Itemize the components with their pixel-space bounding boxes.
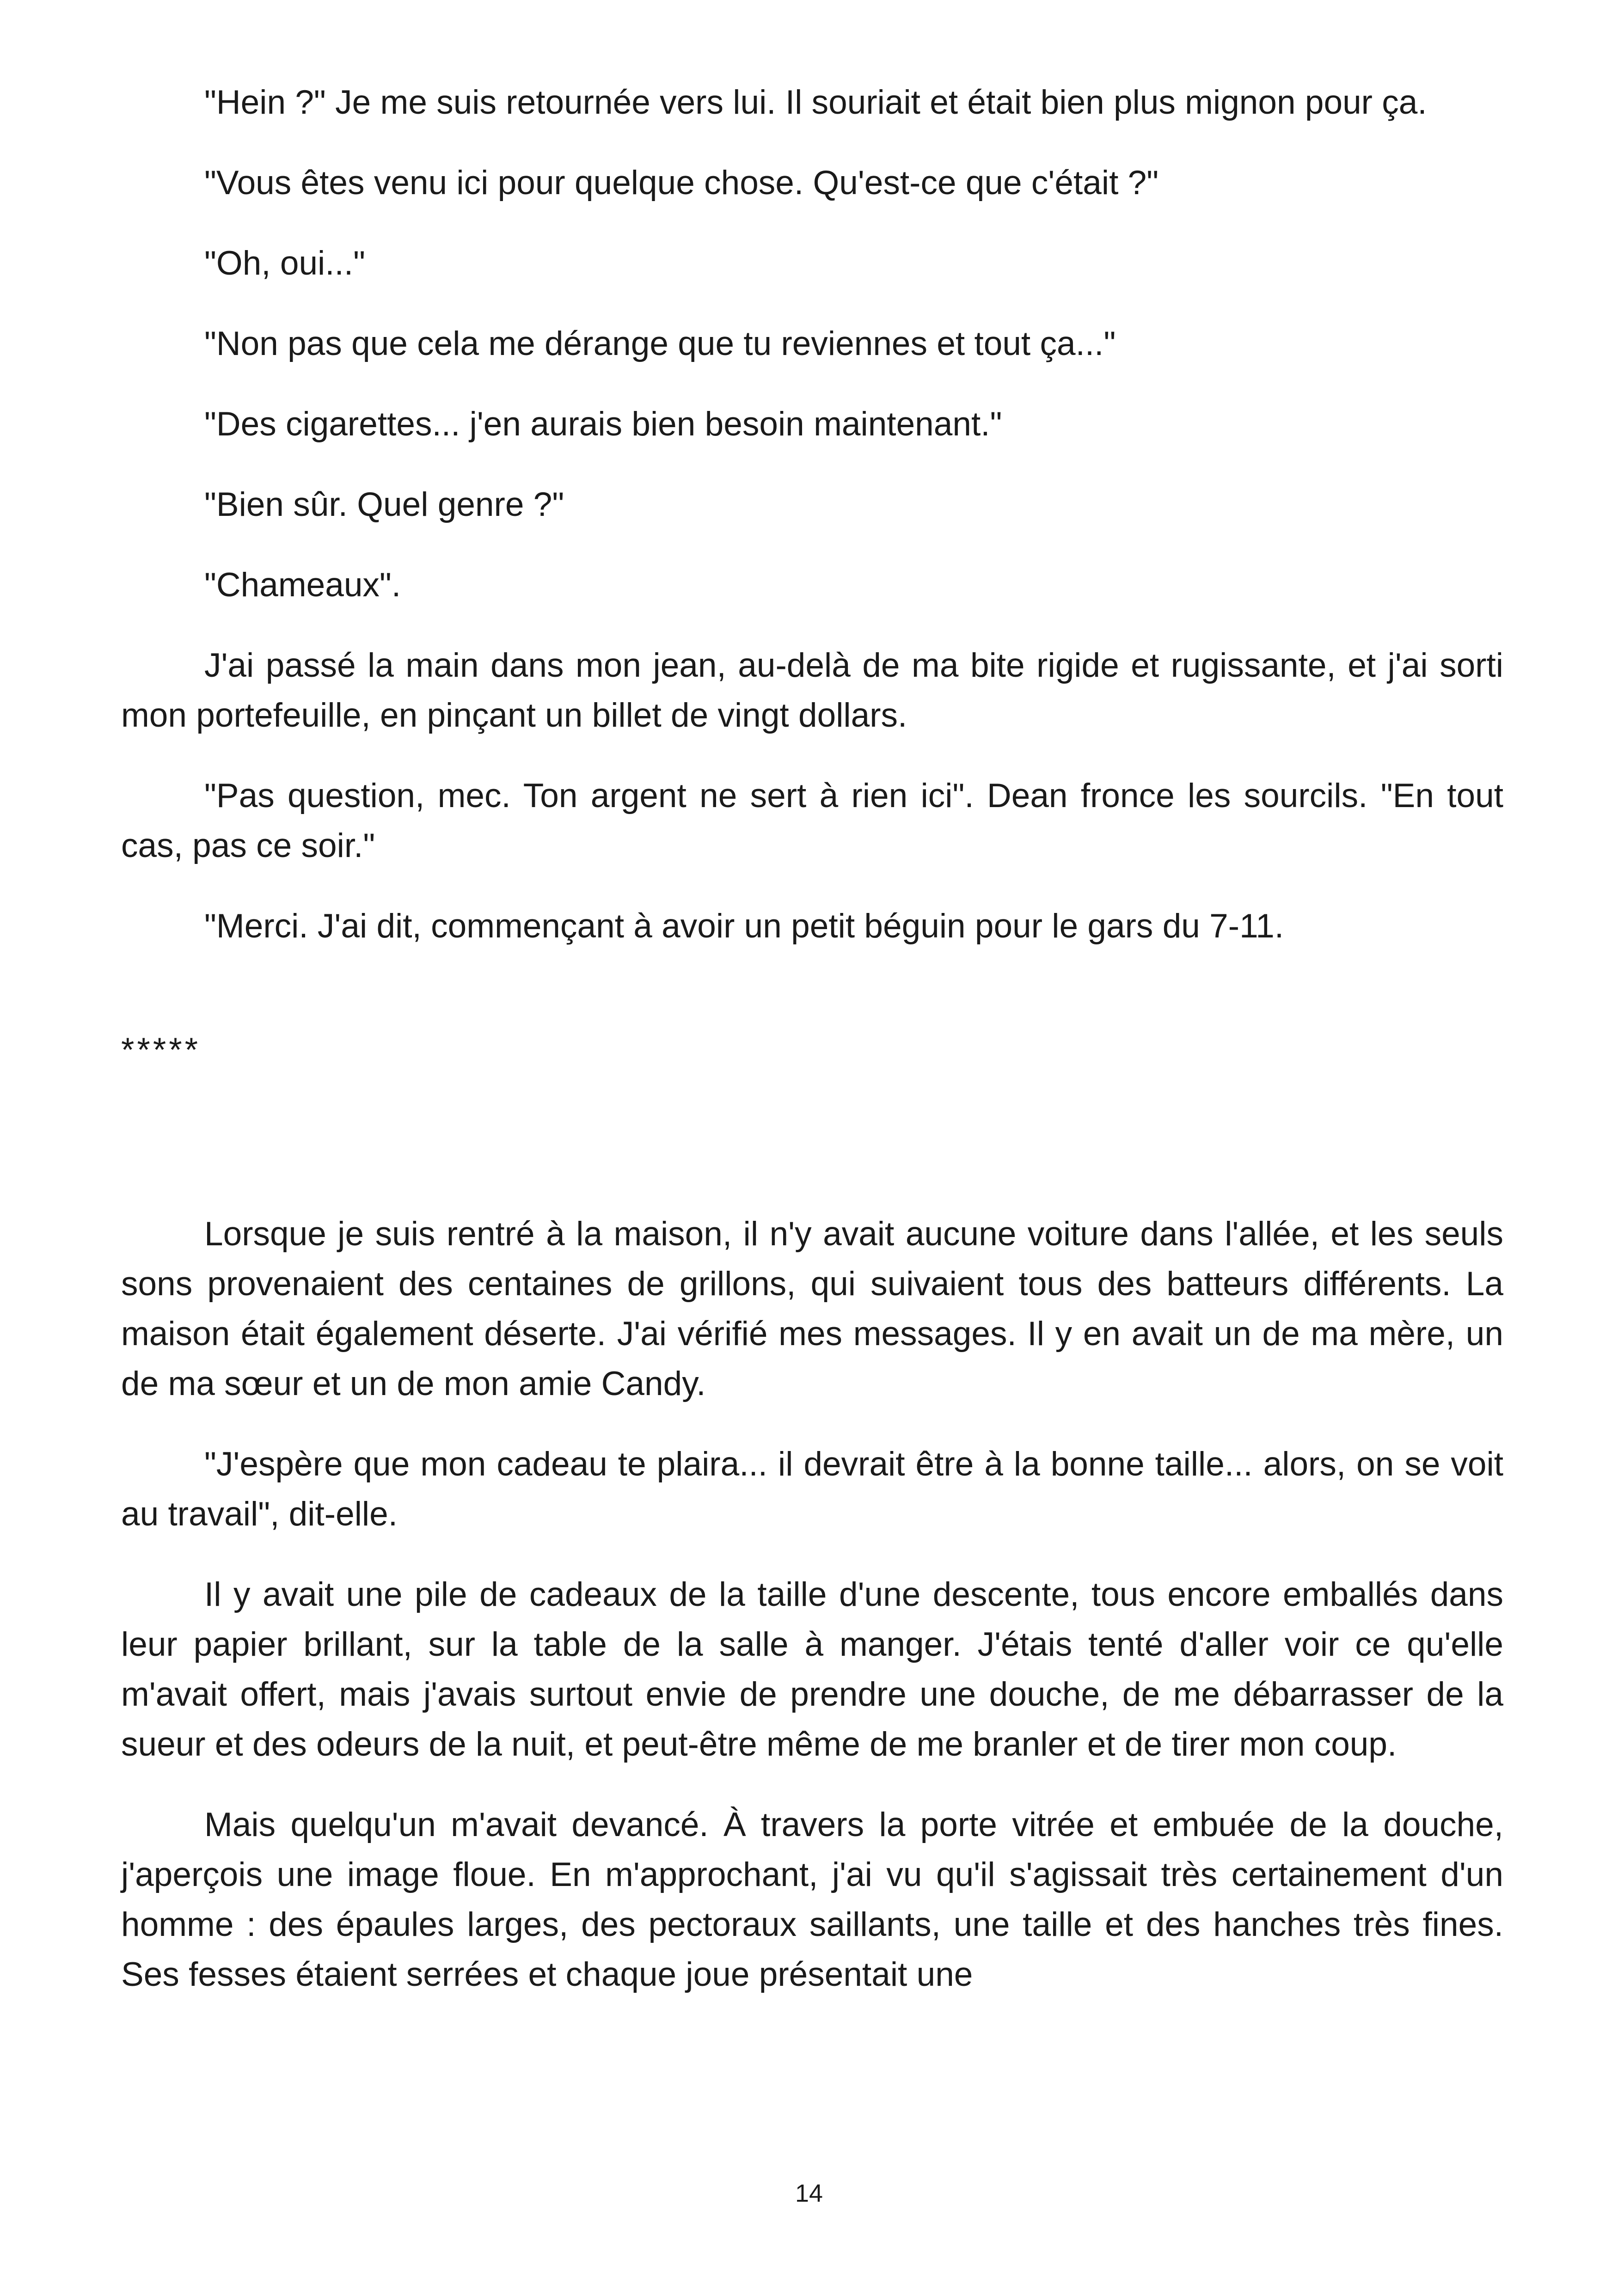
paragraph: "Des cigarettes... j'en aurais bien besoin maintenant." [204, 405, 1002, 443]
paragraph: "Oh, oui..." [204, 245, 366, 282]
paragraph: "Chameaux". [204, 566, 401, 604]
paragraph: "Vous êtes venu ici pour quelque chose. Qu'est-ce que c'était ?" [204, 164, 1159, 202]
paragraph: "Bien sûr. Quel genre ?" [204, 486, 564, 523]
paragraph: "Pas question, mec. Ton argent ne sert à rien ici". Dean fronce les sourcils. "En tout cas, pas ce soir." [121, 777, 1503, 864]
paragraph: "Merci. J'ai dit, commençant à avoir un petit béguin pour le gars du 7-11. [204, 907, 1284, 945]
paragraph: "J'espère que mon cadeau te plaira... il devrait être à la bonne taille... alors, on se voit au travail", dit-elle. [121, 1445, 1503, 1533]
paragraph: "Hein ?" Je me suis retournée vers lui. Il souriait et était bien plus mignon pour ça. [204, 84, 1427, 121]
paragraph: Lorsque je suis rentré à la maison, il n'y avait aucune voiture dans l'allée, et les seuls sons provenaient des centaines de grillons, qui suivaient tous des batteurs différents. La maison était également déserte. J'ai vérifié mes messages. Il y en avait un de ma mère, un de ma sœur et un de mon amie Candy. [121, 1215, 1503, 1402]
page-number: 14 [795, 2180, 823, 2207]
paragraph: J'ai passé la main dans mon jean, au-delà de ma bite rigide et rugissante, et j'ai sorti mon portefeuille, en pinçant un billet de vingt dollars. [121, 647, 1503, 734]
page-body [121, 78, 1503, 2030]
paragraph: "Non pas que cela me dérange que tu reviennes et tout ça..." [204, 325, 1116, 362]
paragraph: Il y avait une pile de cadeaux de la taille d'une descente, tous encore emballés dans leur papier brillant, sur la table de la salle à manger. J'étais tenté d'aller voir ce qu'elle m'avait offert, mais j'avais surtout envie de prendre une douche, de me débarrasser de la sueur et des odeurs de la nuit, et peut-être même de me branler et de tirer mon coup. [121, 1576, 1503, 1763]
scene-separator: ***** [121, 1031, 201, 1069]
section-after-separator [121, 1209, 1503, 2000]
paragraph: Mais quelqu'un m'avait devancé. À travers la porte vitrée et embuée de la douche, j'aperçois une image floue. En m'approchant, j'ai vu qu'il s'agissait très certainement d'un homme : des épaules larges, des pectoraux saillants, une taille et des hanches très fines. Ses fesses étaient serrées et chaque joue présentait une [121, 1806, 1503, 1993]
